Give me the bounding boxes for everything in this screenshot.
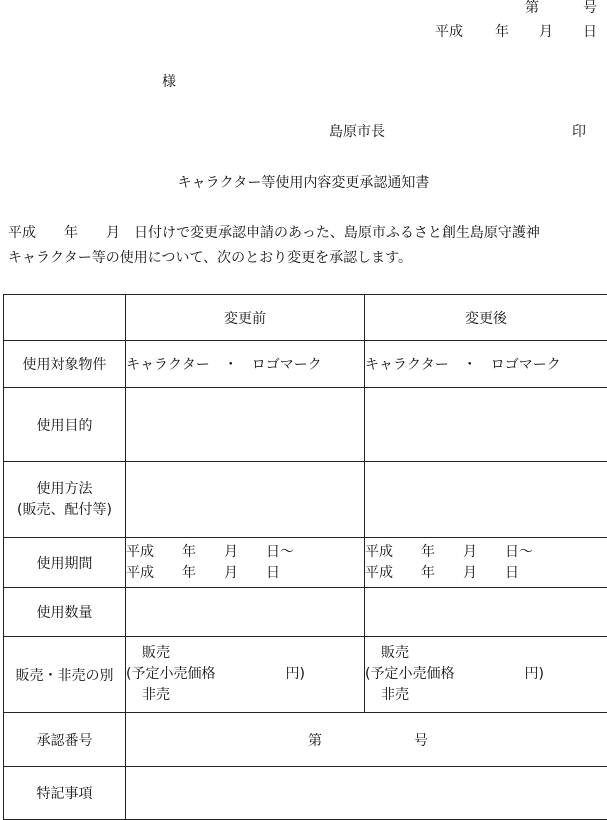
number-suffix: 号 (583, 0, 597, 16)
body-text (8, 221, 603, 271)
period-after (365, 538, 607, 588)
row-label-quantity: 使用数量 (4, 588, 126, 637)
table-header-row (4, 295, 607, 341)
row-approval-number (4, 713, 607, 767)
sale-before-line-3: 非売 (126, 685, 364, 706)
method-after (365, 462, 607, 538)
sale-after (365, 637, 607, 713)
date-era: 平成 (435, 24, 463, 40)
method-label-line-2: (販売、配付等) (4, 500, 125, 521)
number-prefix: 第 (525, 0, 539, 16)
period-after-start: 平成 年 月 日～ (365, 542, 607, 563)
sale-after-line-3: 非売 (365, 685, 607, 706)
purpose-after (365, 388, 607, 462)
date-month: 月 (539, 24, 553, 40)
sale-before-line-1: 販売 (126, 643, 364, 664)
sale-before (126, 637, 365, 713)
method-before (126, 462, 365, 538)
row-label-purpose: 使用目的 (4, 388, 126, 462)
row-label-period: 使用期間 (4, 538, 126, 588)
target-before: キャラクター ・ ロゴマーク (126, 341, 365, 388)
approval-number-prefix: 第 (308, 733, 322, 749)
row-label-sale: 販売・非売の別 (4, 637, 126, 713)
row-label-target: 使用対象物件 (4, 341, 126, 388)
body-line-2: キャラクター等の使用について、次のとおり変更を承認します。 (8, 246, 603, 271)
target-after: キャラクター ・ ロゴマーク (365, 341, 607, 388)
period-before-start: 平成 年 月 日～ (126, 542, 364, 563)
approval-number-suffix: 号 (414, 733, 428, 749)
issuer-name: 島原市長 (329, 124, 385, 140)
row-label-method (4, 462, 126, 538)
seal-mark: 印 (572, 124, 586, 140)
period-before-end: 平成 年 月 日 (126, 563, 364, 584)
approval-table (3, 294, 607, 820)
document-title: キャラクター等使用内容変更承認通知書 (0, 175, 607, 191)
period-after-end: 平成 年 月 日 (365, 563, 607, 584)
row-quantity (4, 588, 607, 637)
addressee: 様 (162, 74, 176, 90)
row-remarks (4, 767, 607, 820)
col-header-before: 変更前 (126, 295, 365, 341)
sale-before-line-2: (予定小売価格 円) (126, 664, 364, 685)
date-year: 年 (495, 24, 509, 40)
row-target (4, 341, 607, 388)
date-day: 日 (583, 24, 597, 40)
purpose-before (126, 388, 365, 462)
method-label-line-1: 使用方法 (4, 479, 125, 500)
row-method (4, 462, 607, 538)
quantity-after (365, 588, 607, 637)
period-before (126, 538, 365, 588)
col-header-after: 変更後 (365, 295, 607, 341)
row-sale (4, 637, 607, 713)
row-label-approval-number: 承認番号 (4, 713, 126, 767)
document-number (525, 0, 597, 16)
body-line-1: 平成 年 月 日付けで変更承認申請のあった、島原市ふるさと創生島原守護神 (8, 221, 603, 246)
header-empty-cell (4, 295, 126, 341)
row-period (4, 538, 607, 588)
remarks-value (126, 767, 607, 820)
issue-date (435, 24, 597, 40)
quantity-before (126, 588, 365, 637)
row-label-remarks: 特記事項 (4, 767, 126, 820)
sale-after-line-1: 販売 (365, 643, 607, 664)
sale-after-line-2: (予定小売価格 円) (365, 664, 607, 685)
row-purpose (4, 388, 607, 462)
approval-number-value (126, 713, 607, 767)
